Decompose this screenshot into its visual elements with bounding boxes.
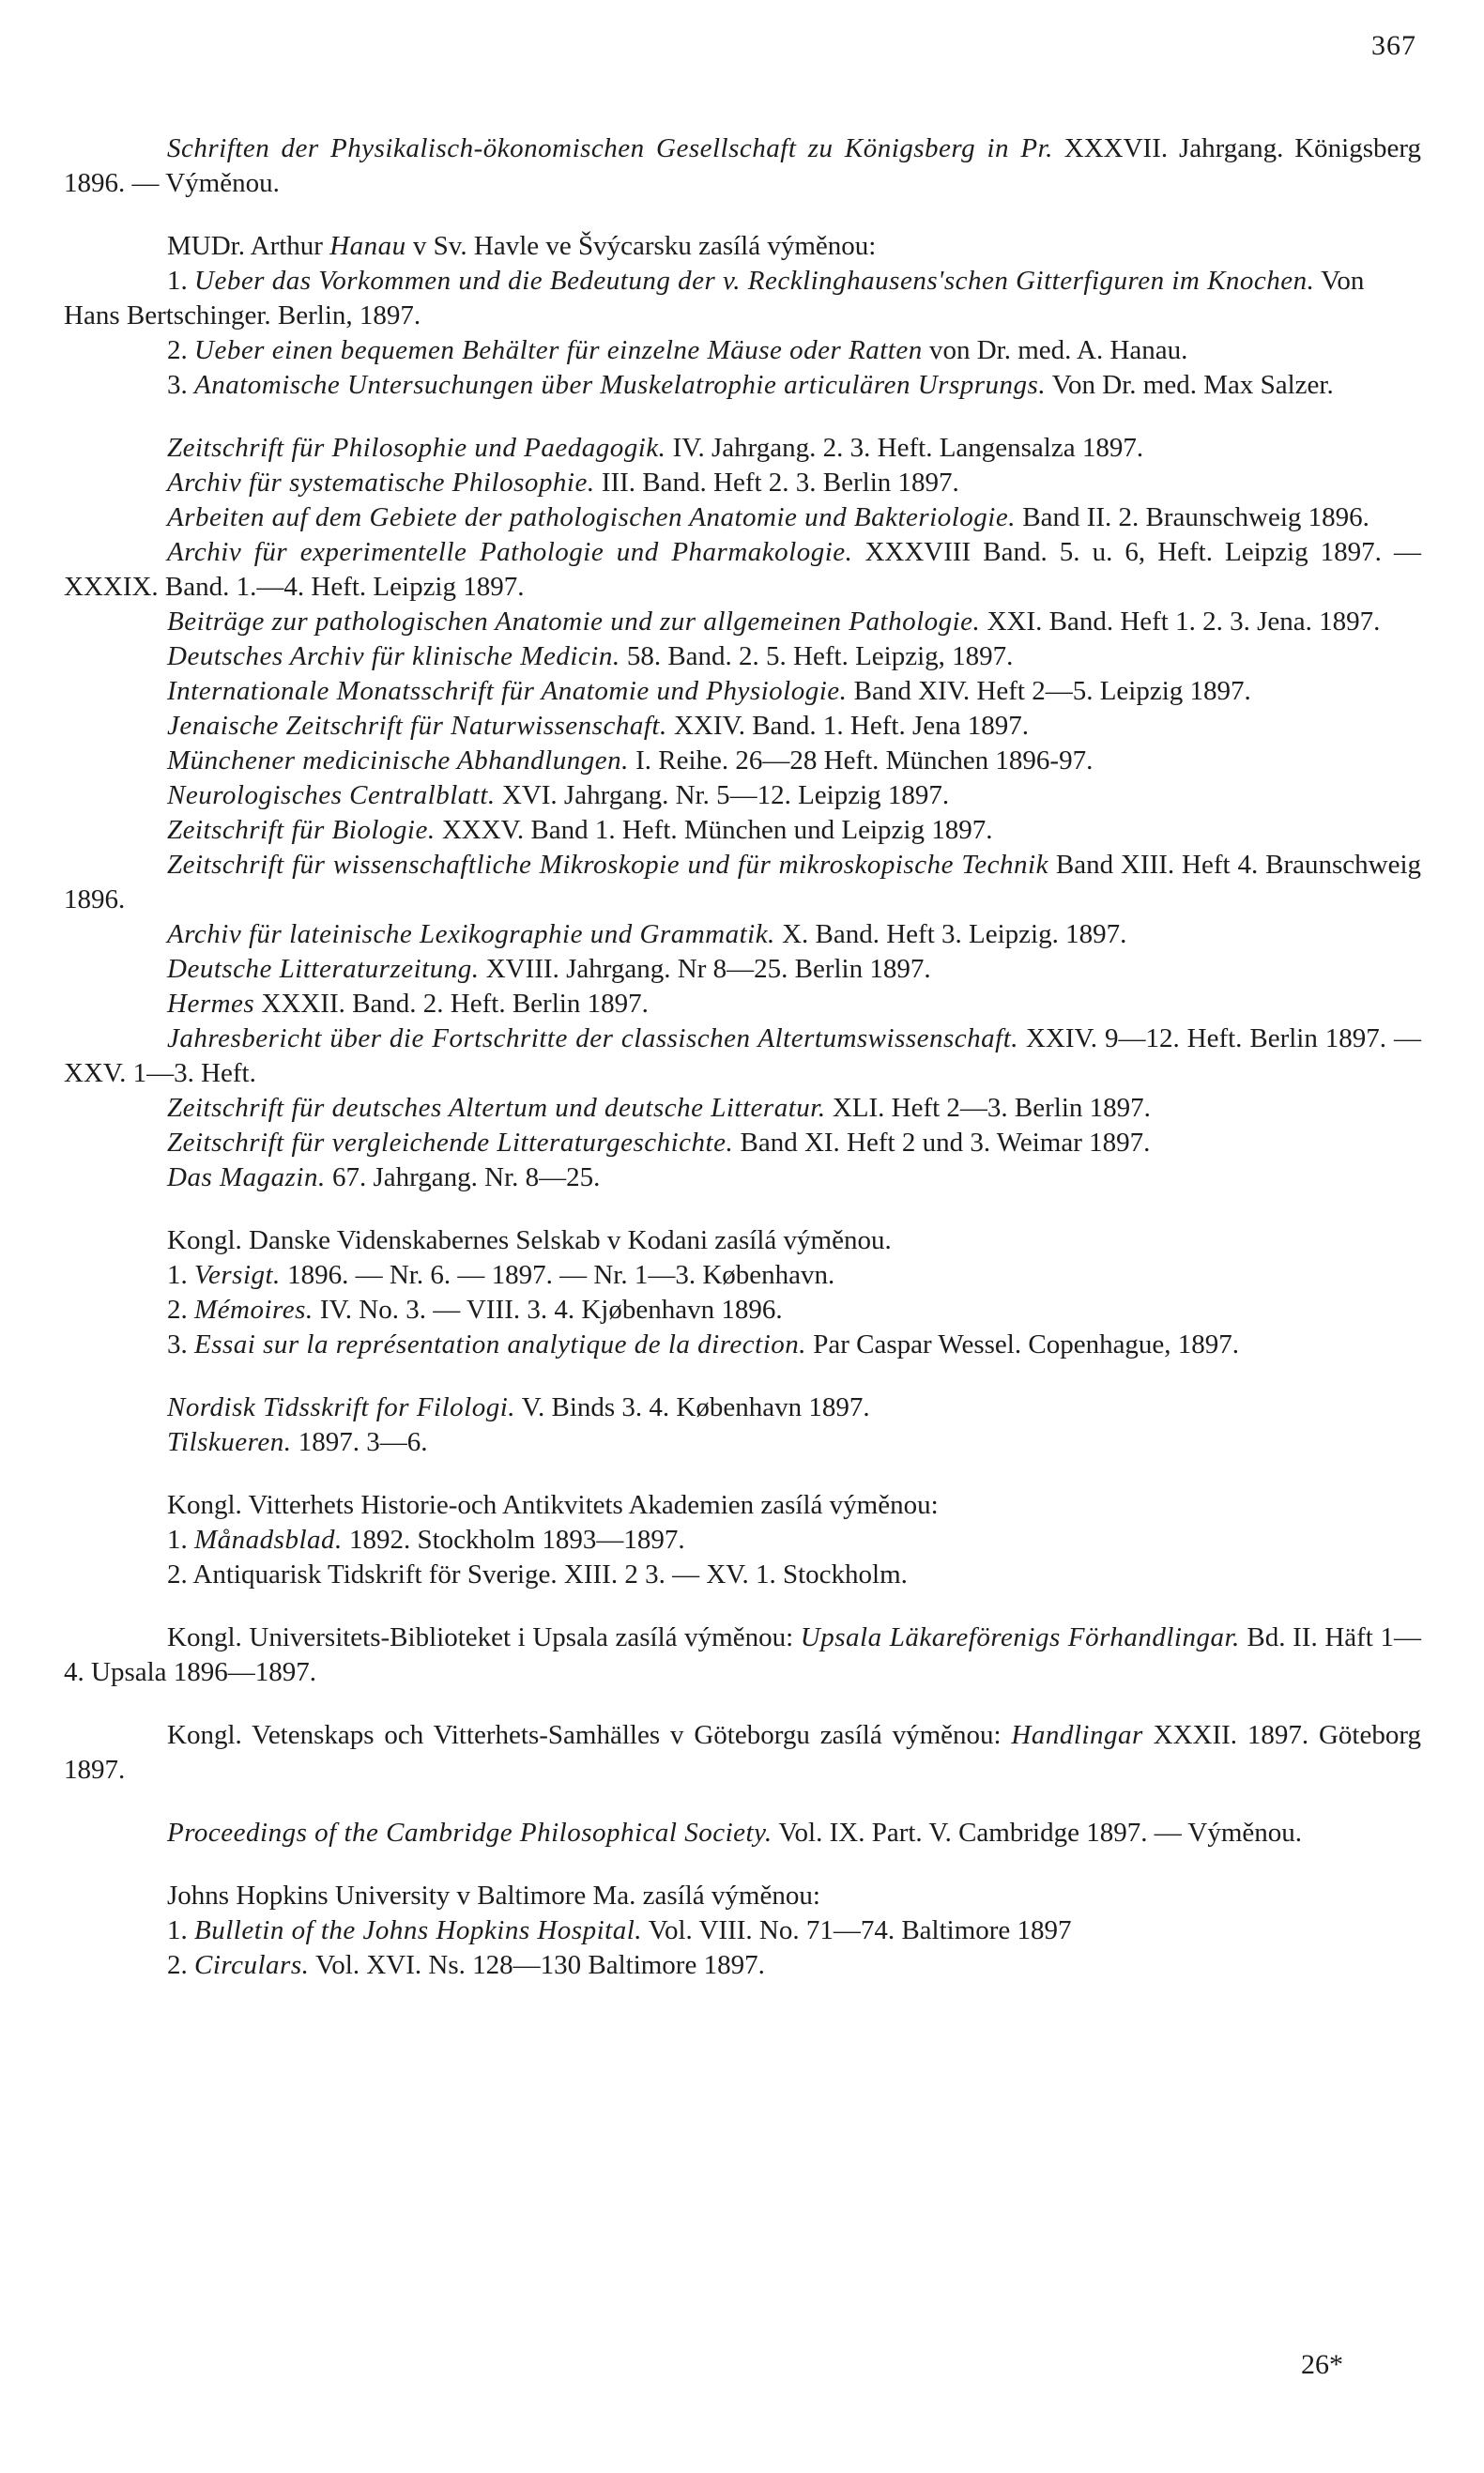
section-koenigsberg <box>64 131 1421 201</box>
entry-line <box>64 1091 1421 1126</box>
entry-text: XXIV. 9—12. Heft. Berlin 1897. — XXV. 1—3. Heft. <box>64 1023 1421 1088</box>
entry-text: Vol. VIII. No. 71—74. Baltimore 1897 <box>642 1915 1072 1945</box>
entry-text: Par Caspar Wessel. Copenhague, 1897. <box>806 1329 1240 1359</box>
entry-text: XXIV. Band. 1. Heft. Jena 1897. <box>666 711 1029 741</box>
entry-line <box>64 1160 1421 1195</box>
entry-text: MUDr. Arthur <box>167 231 330 261</box>
entry-line <box>64 1488 1421 1523</box>
page-body <box>64 131 1421 2011</box>
title-text: Mémoires. <box>194 1295 314 1325</box>
entry-text: XXXII. 1897. Göteborg 1897. <box>64 1720 1421 1785</box>
title-text: Zeitschrift für wissenschaftliche Mikroskopie und für mikroskopische Technik <box>167 850 1048 880</box>
title-text: Ueber einen bequemen Behälter für einzelne Mäuse oder Ratten <box>194 335 923 365</box>
title-text: Upsala Läkareförenigs Förhandlingar. <box>800 1622 1240 1652</box>
entry-line <box>64 466 1421 500</box>
entry-line <box>64 1816 1421 1851</box>
entry-text: XXXV. Band 1. Heft. München und Leipzig 1897. <box>435 815 993 845</box>
entry-line <box>64 1948 1421 1983</box>
entry-line <box>64 709 1421 744</box>
section-kodani <box>64 1223 1421 1362</box>
entry-line <box>64 535 1421 605</box>
entry-text: Kongl. Vetenskaps och Vitterhets-Samhälles v Göteborgu zasílá výměnou: <box>167 1720 1012 1750</box>
entry-text: Kongl. Danske Videnskabernes Selskab v Kodani zasílá výměnou. <box>167 1225 892 1255</box>
entry-line <box>64 1621 1421 1690</box>
entry-text: XXXVIII Band. 5. u. 6, Heft. Leipzig 1897. — XXXIX. Band. 1.—4. Heft. Leipzig 1897. <box>64 537 1421 602</box>
signature-mark: 26* <box>1301 2349 1343 2380</box>
entry-line <box>64 1390 1421 1425</box>
section-upsala <box>64 1621 1421 1690</box>
section-cambridge <box>64 1816 1421 1851</box>
title-text: Versigt. <box>194 1260 281 1290</box>
entry-text: v Sv. Havle ve Švýcarsku zasílá výměnou: <box>405 231 877 261</box>
entry-line <box>64 1223 1421 1258</box>
entry-text: IV. Jahrgang. 2. 3. Heft. Langensalza 1897. <box>666 433 1144 463</box>
entry-text: IV. No. 3. — VIII. 3. 4. Kjøbenhavn 1896. <box>313 1295 783 1325</box>
entry-line <box>64 1021 1421 1091</box>
entry-line <box>64 813 1421 848</box>
entry-line <box>64 1718 1421 1788</box>
section-vitterhets <box>64 1488 1421 1592</box>
title-text: Münchener medicinische Abhandlungen. <box>167 745 629 776</box>
entry-text: 2. Antiquarisk Tidskrift för Sverige. XIII. 2 3. — XV. 1. Stockholm. <box>167 1559 908 1590</box>
title-text: Internationale Monatsschrift für Anatomie und Physiologie. <box>167 676 848 706</box>
title-text: Ueber das Vorkommen und die Bedeutung der v. Recklinghausens'schen Gitterfiguren im Knochen. <box>194 266 1315 296</box>
entry-text: V. Binds 3. 4. København 1897. <box>515 1392 870 1422</box>
entry-text: 1. <box>167 1525 194 1555</box>
entry-line <box>64 1328 1421 1362</box>
entry-line <box>64 333 1421 368</box>
section-goteborg <box>64 1718 1421 1788</box>
title-text: Anatomische Untersuchungen über Muskelatrophie articulären Ursprungs. <box>194 370 1047 400</box>
entry-line <box>64 1523 1421 1558</box>
entry-text: 3. <box>167 370 194 400</box>
entry-text: von Dr. med. A. Hanau. <box>922 335 1188 365</box>
entry-line <box>64 1293 1421 1328</box>
entry-text: Band XIV. Heft 2—5. Leipzig 1897. <box>847 676 1251 706</box>
entry-line <box>64 264 1421 333</box>
title-text: Archiv für lateinische Lexikographie und Grammatik. <box>167 919 775 949</box>
entry-text: 2. <box>167 335 194 365</box>
title-text: Zeitschrift für Biologie. <box>167 815 436 845</box>
title-text: Hermes <box>167 989 255 1019</box>
entry-text: XVI. Jahrgang. Nr. 5—12. Leipzig 1897. <box>495 780 950 810</box>
entry-text: Vol. IX. Part. V. Cambridge 1897. — Výměnou. <box>772 1818 1303 1848</box>
entry-line <box>64 229 1421 264</box>
title-text: Hanau <box>329 231 406 261</box>
entry-line <box>64 674 1421 709</box>
section-nordisk <box>64 1390 1421 1460</box>
entry-text: XVIII. Jahrgang. Nr 8—25. Berlin 1897. <box>479 954 931 984</box>
entry-text: 67. Jahrgang. Nr. 8—25. <box>325 1162 601 1192</box>
entry-text: X. Band. Heft 3. Leipzig. 1897. <box>774 919 1127 949</box>
entry-text: 1896. — Nr. 6. — 1897. — Nr. 1—3. København. <box>280 1260 835 1290</box>
entry-text: Von Dr. med. Max Salzer. <box>1046 370 1334 400</box>
entry-line <box>64 500 1421 535</box>
entry-line <box>64 1879 1421 1913</box>
entry-text: Band XI. Heft 2 und 3. Weimar 1897. <box>733 1128 1151 1158</box>
entry-line <box>64 1126 1421 1160</box>
title-text: Circulars. <box>194 1950 310 1980</box>
section-hanau <box>64 229 1421 403</box>
entry-text: 58. Band. 2. 5. Heft. Leipzig, 1897. <box>620 641 1014 671</box>
title-text: Deutsche Litteraturzeitung. <box>167 954 480 984</box>
title-text: Handlingar <box>1011 1720 1143 1750</box>
entry-line <box>64 917 1421 952</box>
entry-line <box>64 987 1421 1021</box>
entry-text: 3. <box>167 1329 194 1359</box>
entry-line <box>64 778 1421 813</box>
entry-text: III. Band. Heft 2. 3. Berlin 1897. <box>594 468 959 498</box>
entry-line <box>64 1913 1421 1948</box>
title-text: Nordisk Tidsskrift for Filologi. <box>167 1392 516 1422</box>
entry-line <box>64 848 1421 917</box>
title-text: Zeitschrift für vergleichende Litteraturgeschichte. <box>167 1128 734 1158</box>
entry-text: 1. <box>167 266 194 296</box>
entry-text: XXXVII. Jahrgang. Königsberg 1896. — Výměnou. <box>64 133 1421 198</box>
entry-text: Von Hans Bertschinger. Berlin, 1897. <box>64 266 1365 330</box>
entry-line <box>64 605 1421 639</box>
entry-line <box>64 1425 1421 1460</box>
entry-text: Bd. II. Häft 1—4. Upsala 1896—1897. <box>64 1622 1421 1687</box>
title-text: Månadsblad. <box>194 1525 343 1555</box>
entry-text: 2. <box>167 1950 194 1980</box>
entry-line <box>64 368 1421 403</box>
entry-line <box>64 431 1421 466</box>
entry-line <box>64 952 1421 987</box>
title-text: Deutsches Archiv für klinische Medicin. <box>167 641 620 671</box>
entry-text: Kongl. Universitets-Biblioteket i Upsala zasílá výměnou: <box>167 1622 801 1652</box>
title-text: Beiträge zur pathologischen Anatomie und zur allgemeinen Pathologie. <box>167 607 981 637</box>
entry-text: Band II. 2. Braunschweig 1896. <box>1015 502 1369 532</box>
entry-text: Kongl. Vitterhets Historie-och Antikvitets Akademien zasílá výměnou: <box>167 1490 939 1520</box>
title-text: Essai sur la représentation analytique de la direction. <box>194 1329 807 1359</box>
title-text: Proceedings of the Cambridge Philosophical Society. <box>167 1818 773 1848</box>
entry-text: XXXII. Band. 2. Heft. Berlin 1897. <box>254 989 649 1019</box>
section-zeitschriften <box>64 431 1421 1195</box>
entry-text: Johns Hopkins University v Baltimore Ma. zasílá výměnou: <box>167 1881 820 1911</box>
title-text: Jenaische Zeitschrift für Naturwissenschaft. <box>167 711 667 741</box>
page-number: 367 <box>1371 30 1416 61</box>
entry-text: Band XIII. Heft 4. Braunschweig 1896. <box>64 850 1422 914</box>
entry-text: 2. <box>167 1295 194 1325</box>
entry-text: XLI. Heft 2—3. Berlin 1897. <box>825 1093 1151 1123</box>
entry-text: Vol. XVI. Ns. 128—130 Baltimore 1897. <box>309 1950 765 1980</box>
entry-text: 1. <box>167 1260 194 1290</box>
entry-line <box>64 131 1421 201</box>
entry-line <box>64 1258 1421 1293</box>
title-text: Neurologisches Centralblatt. <box>167 780 496 810</box>
entry-line <box>64 744 1421 778</box>
title-text: Tilskueren. <box>167 1427 292 1457</box>
entry-text: 1897. 3—6. <box>291 1427 428 1457</box>
title-text: Archiv für systematische Philosophie. <box>167 468 595 498</box>
entry-text: I. Reihe. 26—28 Heft. München 1896-97. <box>628 745 1094 776</box>
title-text: Bulletin of the Johns Hopkins Hospital. <box>194 1915 643 1945</box>
title-text: Das Magazin. <box>167 1162 326 1192</box>
title-text: Zeitschrift für deutsches Altertum und deutsche Litteratur. <box>167 1093 826 1123</box>
entry-line <box>64 1558 1421 1592</box>
entry-text: 1892. Stockholm 1893—1897. <box>342 1525 685 1555</box>
entry-text: 1. <box>167 1915 194 1945</box>
title-text: Jahresbericht über die Fortschritte der classischen Altertumswissenschaft. <box>167 1023 1019 1053</box>
title-text: Schriften der Physikalisch-ökonomischen Gesellschaft zu Königsberg in Pr. <box>167 133 1053 163</box>
entry-text: XXI. Band. Heft 1. 2. 3. Jena. 1897. <box>980 607 1381 637</box>
title-text: Zeitschrift für Philosophie und Paedagogik. <box>167 433 666 463</box>
section-hopkins <box>64 1879 1421 1983</box>
title-text: Arbeiten auf dem Gebiete der pathologischen Anatomie und Bakteriologie. <box>167 502 1016 532</box>
entry-line <box>64 639 1421 674</box>
title-text: Archiv für experimentelle Pathologie und Pharmakologie. <box>167 537 853 567</box>
